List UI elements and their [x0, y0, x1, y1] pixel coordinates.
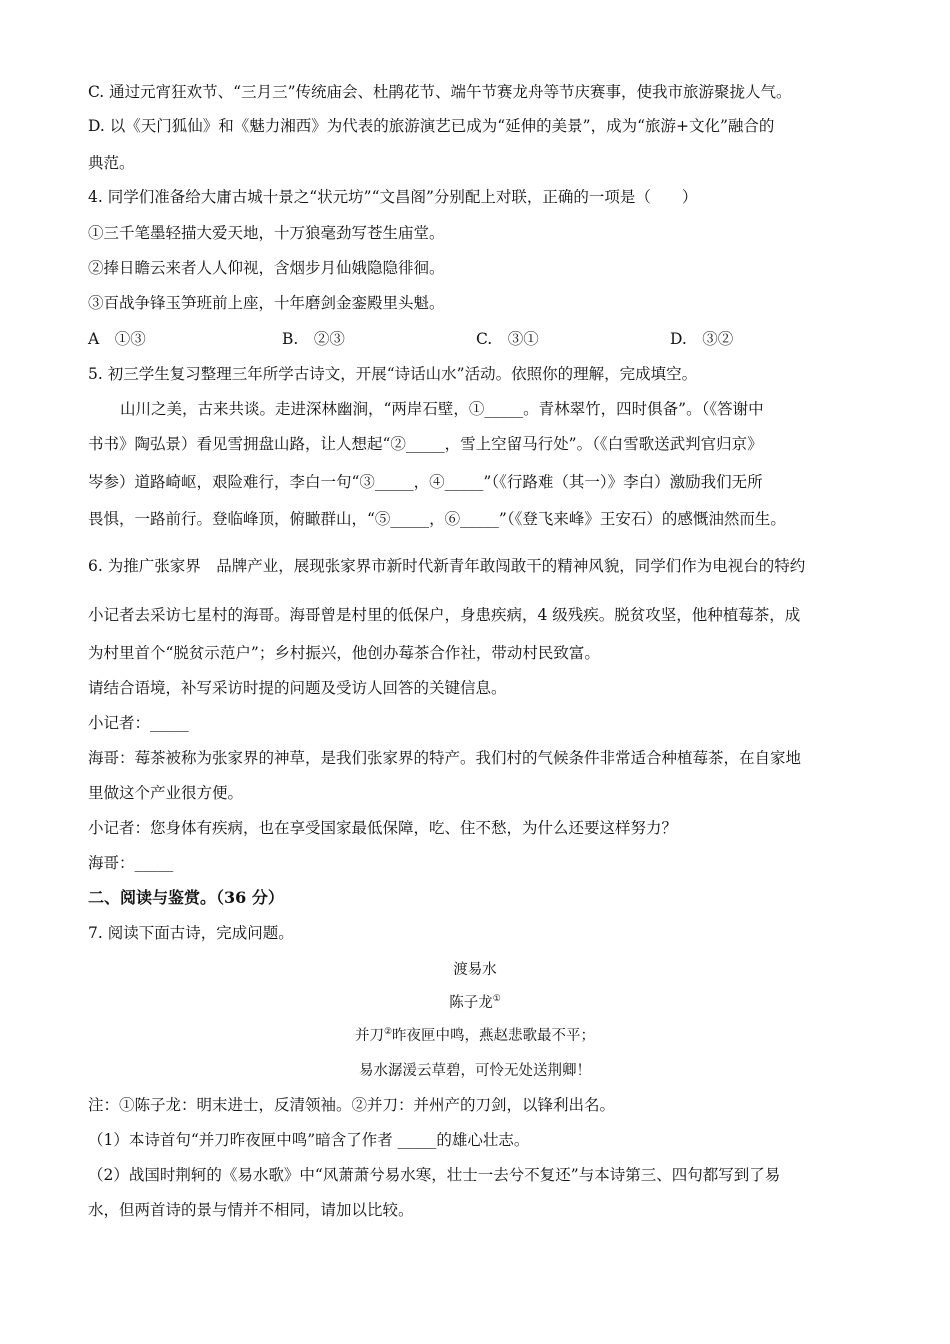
poem-author-name: 陈子龙 — [449, 995, 493, 1011]
q5-passage-3: 岑参）道路崎岖，艰险难行，李白一句“③_____，④_____”（《行路难（其一）》李白）激励我们无所 — [88, 473, 763, 491]
q6-haige-answer-cont: 里做这个产业很方便。 — [88, 784, 244, 802]
poem-title: 渡易水 — [453, 962, 497, 978]
q6-instruction: 请结合语境，补写采访时提的问题及受访人回答的关键信息。 — [88, 679, 507, 697]
q4-couplet-3: ③百战争锋玉笋班前上座，十年磨剑金銮殿里头魁。 — [88, 294, 445, 312]
q6-haige-answer: 海哥：莓茶被称为张家界的神草，是我们张家界的特产。我们村的气候条件非常适合种植莓茶，在自家地 — [88, 749, 802, 767]
q5-passage-2: 书书》陶弘景）看见雪拥盘山路，让人想起“②_____，雪上空留马行处”。（《白雪歌送武判官归京》 — [88, 435, 763, 453]
poem-line-1-start: 并刀 — [354, 1028, 384, 1044]
q5-passage-4: 畏惧，一路前行。登临峰顶，俯瞰群山，“⑤_____，⑥_____”（《登飞来峰》王安石）的感慨油然而生。 — [88, 510, 786, 528]
poem-author — [0, 993, 950, 1013]
q4-option-a[interactable]: A ①③ — [88, 330, 146, 348]
footnote-2-mark: ② — [383, 1027, 393, 1038]
option-d-line-cont: 典范。 — [88, 154, 135, 172]
poem-notes: 注：①陈子龙：明末进士，反清领袖。②并刀：并州产的刀剑，以锋利出名。 — [88, 1096, 616, 1114]
q6-line-2: 小记者去采访七星村的海哥。海哥曾是村里的低保户，身患疾病，4 级残疾。脱贫攻坚，他种植莓茶，成 — [88, 606, 801, 624]
q4-couplet-2: ②捧日瞻云来者人人仰视，含烟步月仙娥隐隐徘徊。 — [88, 259, 445, 277]
q6-reporter-question: 小记者：您身体有疾病，也在享受国家最低保障，吃、住不愁，为什么还要这样努力？ — [88, 819, 678, 837]
q4-option-c[interactable]: C. ③① — [476, 330, 539, 348]
q6-line-3: 为村里首个“脱贫示范户”；乡村振兴，他创办莓茶合作社，带动村民致富。 — [88, 644, 600, 662]
q7-sub-1: （1）本诗首句“并刀昨夜匣中鸣”暗含了作者 _____的雄心壮志。 — [88, 1131, 530, 1149]
question-6: 6. 为推广张家界 品牌产业，展现张家界市新时代新青年敢闯敢干的精神风貌，同学们作为电视台的特约 — [88, 557, 806, 575]
q6-haige-blank: 海哥：_____ — [88, 854, 174, 872]
section-2-heading: 二、阅读与鉴赏。（36 分） — [88, 888, 284, 907]
option-d-line: D. 以《天门狐仙》和《魅力湘西》为代表的旅游演艺已成为“延伸的美景”，成为“旅游+文化”融合的 — [88, 117, 775, 135]
poem-line-1 — [0, 1026, 950, 1046]
q4-couplet-1: ①三千笔墨轻描大爱天地，十万狼毫劲写苍生庙堂。 — [88, 224, 445, 242]
q7-sub-2: （2）战国时荆轲的《易水歌》中“风萧萧兮易水寒，壮士一去兮不复还”与本诗第三、四句都写到了易 — [88, 1166, 781, 1184]
question-4: 4. 同学们准备给大庸古城十景之“状元坊”“文昌阁”分别配上对联，正确的一项是（ ） — [88, 188, 698, 206]
q6-reporter-blank: 小记者：_____ — [88, 714, 189, 732]
poem-line-2: 易水潺湲云草碧，可怜无处送荆卿！ — [359, 1063, 591, 1079]
poem-line-1-rest: 昨夜匣中鸣，燕赵悲歌最不平； — [392, 1028, 596, 1044]
q4-option-b[interactable]: B. ②③ — [282, 330, 345, 348]
q5-passage-1: 山川之美，古来共谈。走进深林幽涧，“两岸石壁，①_____。青林翠竹，四时俱备”。（《答谢中 — [120, 400, 764, 418]
q7-sub-2-cont: 水，但两首诗的景与情并不相同，请加以比较。 — [88, 1201, 414, 1219]
question-5: 5. 初三学生复习整理三年所学古诗文，开展“诗话山水”活动。依照你的理解，完成填空。 — [88, 365, 698, 383]
q4-option-d[interactable]: D. ③② — [670, 330, 734, 348]
footnote-1-mark: ① — [492, 994, 501, 1005]
question-7: 7. 阅读下面古诗，完成问题。 — [88, 924, 294, 942]
option-c-line: C. 通过元宵狂欢节、“三月三”传统庙会、杜鹃花节、端午节赛龙舟等节庆赛事，使我市旅游聚拢人气。 — [88, 83, 792, 101]
